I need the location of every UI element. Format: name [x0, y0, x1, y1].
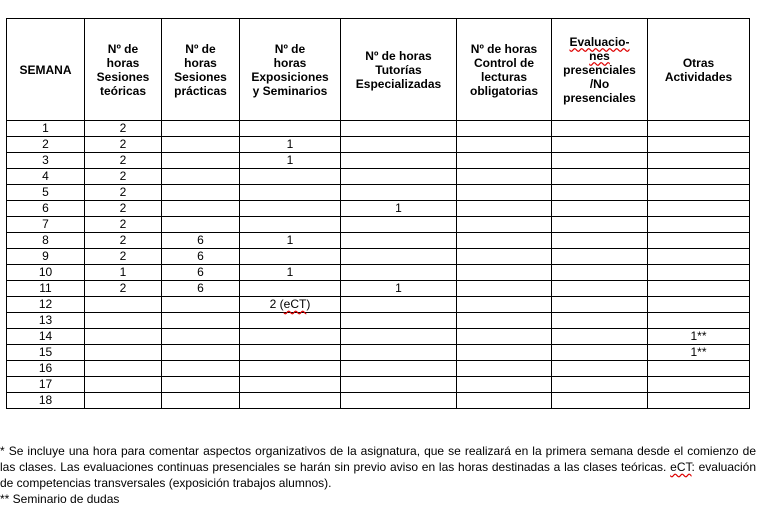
table-cell	[552, 393, 648, 409]
table-cell	[341, 137, 457, 153]
table-cell: 2	[85, 281, 162, 297]
table-cell	[552, 297, 648, 313]
table-row	[7, 121, 750, 137]
table-row	[7, 169, 750, 185]
week-cell: 11	[7, 281, 85, 297]
week-cell: 17	[7, 377, 85, 393]
table-cell	[341, 313, 457, 329]
table-cell: 6	[162, 233, 240, 249]
week-cell: 4	[7, 169, 85, 185]
table-cell: 1	[85, 265, 162, 281]
table-cell: 1	[240, 233, 341, 249]
table-cell	[552, 249, 648, 265]
table-cell	[240, 217, 341, 233]
table-row	[7, 249, 750, 265]
table-cell	[85, 329, 162, 345]
column-header: Nº de horas Exposiciones y Seminarios	[240, 19, 341, 121]
week-cell: 15	[7, 345, 85, 361]
week-cell: 1	[7, 121, 85, 137]
table-cell	[162, 329, 240, 345]
week-cell: 16	[7, 361, 85, 377]
table-cell	[648, 377, 750, 393]
week-cell: 2	[7, 137, 85, 153]
table-cell	[457, 201, 552, 217]
table-cell	[457, 153, 552, 169]
table-row	[7, 345, 750, 361]
week-cell: 6	[7, 201, 85, 217]
table-cell	[552, 345, 648, 361]
header-row	[7, 19, 750, 121]
table-row	[7, 297, 750, 313]
table-cell	[240, 313, 341, 329]
table-cell	[457, 169, 552, 185]
table-cell	[552, 169, 648, 185]
table-cell	[457, 393, 552, 409]
table-cell: 2	[85, 201, 162, 217]
table-cell: 1	[341, 201, 457, 217]
table-cell	[162, 377, 240, 393]
table-cell	[457, 137, 552, 153]
table-cell	[648, 249, 750, 265]
table-cell: 2 (eCT)	[240, 297, 341, 313]
table-cell: 2	[85, 121, 162, 137]
week-cell: 12	[7, 297, 85, 313]
table-cell: 1	[240, 153, 341, 169]
table-cell	[648, 297, 750, 313]
table-cell	[552, 137, 648, 153]
table-cell	[240, 121, 341, 137]
week-cell: 3	[7, 153, 85, 169]
table-cell	[341, 217, 457, 233]
table-body	[7, 121, 750, 409]
table-cell	[457, 329, 552, 345]
table-cell	[341, 377, 457, 393]
table-cell	[240, 185, 341, 201]
column-header: Evaluacio- nes presenciales /No presenciales	[552, 19, 648, 121]
table-cell	[648, 265, 750, 281]
table-cell	[552, 281, 648, 297]
table-cell	[240, 281, 341, 297]
table-cell: 1**	[648, 345, 750, 361]
table-row	[7, 185, 750, 201]
table-cell	[552, 265, 648, 281]
table-cell: 1	[240, 137, 341, 153]
table-cell	[552, 233, 648, 249]
table-cell	[648, 121, 750, 137]
table-row	[7, 265, 750, 281]
table-cell	[240, 169, 341, 185]
column-header: Nº de horas Sesiones teóricas	[85, 19, 162, 121]
table-cell	[85, 361, 162, 377]
table-cell: 6	[162, 249, 240, 265]
table-cell	[457, 233, 552, 249]
table-cell	[341, 393, 457, 409]
table-cell	[648, 217, 750, 233]
table-cell	[341, 249, 457, 265]
table-cell	[341, 185, 457, 201]
table-row	[7, 361, 750, 377]
table-cell	[457, 121, 552, 137]
table-cell	[648, 153, 750, 169]
table-cell	[341, 329, 457, 345]
table-cell	[162, 313, 240, 329]
table-cell	[457, 249, 552, 265]
table-cell	[240, 345, 341, 361]
table-cell	[457, 281, 552, 297]
week-cell: 9	[7, 249, 85, 265]
table-cell	[648, 185, 750, 201]
footnote-doubts-seminar: ** Seminario de dudas	[0, 492, 120, 506]
table-cell	[85, 313, 162, 329]
table-cell	[552, 201, 648, 217]
table-cell	[648, 281, 750, 297]
table-cell	[457, 361, 552, 377]
week-cell: 5	[7, 185, 85, 201]
table-cell	[648, 201, 750, 217]
column-header: Otras Actividades	[648, 19, 750, 121]
table-row	[7, 217, 750, 233]
table-cell	[552, 361, 648, 377]
table-cell	[162, 393, 240, 409]
table-cell	[240, 377, 341, 393]
table-cell	[240, 329, 341, 345]
table-row	[7, 281, 750, 297]
table-cell	[341, 169, 457, 185]
table-cell	[341, 121, 457, 137]
table-cell	[162, 297, 240, 313]
table-cell	[240, 393, 341, 409]
table-cell	[457, 313, 552, 329]
table-row	[7, 329, 750, 345]
week-cell: 8	[7, 233, 85, 249]
table-cell	[552, 329, 648, 345]
table-cell	[648, 313, 750, 329]
table-cell	[85, 393, 162, 409]
spellcheck-token: Evaluacio- nes	[569, 34, 630, 63]
column-header: SEMANA	[7, 19, 85, 121]
table-cell	[648, 137, 750, 153]
table-cell	[240, 249, 341, 265]
table-cell	[85, 377, 162, 393]
table-cell	[162, 185, 240, 201]
table-cell	[457, 345, 552, 361]
table-cell	[552, 121, 648, 137]
table-cell: 2	[85, 153, 162, 169]
week-cell: 10	[7, 265, 85, 281]
table-cell	[85, 345, 162, 361]
table-cell	[341, 345, 457, 361]
table-cell	[552, 153, 648, 169]
table-cell: 2	[85, 185, 162, 201]
table-cell	[162, 153, 240, 169]
table-cell	[240, 201, 341, 217]
table-cell	[341, 297, 457, 313]
table-row	[7, 153, 750, 169]
table-cell	[240, 361, 341, 377]
table-cell	[341, 361, 457, 377]
table-row	[7, 137, 750, 153]
column-header: Nº de horas Sesiones prácticas	[162, 19, 240, 121]
table-cell	[552, 185, 648, 201]
footnote-organizational: * Se incluye una hora para comentar aspectos organizativos de la asignatura, que se realizará en la primera semana desde el comienzo de las clases. Las evaluaciones continuas presenciales se harán sin previo aviso en las horas destinadas a las clases teóricas. eCT: evaluación de competencias transversales (exposición trabajos alumnos).	[0, 444, 757, 490]
table-cell	[162, 345, 240, 361]
column-header: Nº de horas Tutorías Especializadas	[341, 19, 457, 121]
spellcheck-token: eCT	[283, 297, 307, 311]
table-cell	[85, 297, 162, 313]
table-cell	[457, 217, 552, 233]
table-cell	[162, 201, 240, 217]
table-cell	[162, 121, 240, 137]
table-cell	[457, 265, 552, 281]
table-cell: 2	[85, 249, 162, 265]
table-cell	[648, 361, 750, 377]
table-row	[7, 377, 750, 393]
table-cell	[552, 217, 648, 233]
table-cell	[552, 313, 648, 329]
table-row	[7, 201, 750, 217]
table-cell	[341, 153, 457, 169]
week-cell: 7	[7, 217, 85, 233]
table-cell: 1**	[648, 329, 750, 345]
spellcheck-token: eCT	[670, 460, 692, 474]
table-cell	[457, 377, 552, 393]
table-cell	[648, 169, 750, 185]
table-row	[7, 233, 750, 249]
table-cell: 2	[85, 169, 162, 185]
table-cell: 1	[240, 265, 341, 281]
table-header	[7, 19, 750, 121]
table-cell	[552, 377, 648, 393]
table-cell	[648, 393, 750, 409]
table-cell	[162, 217, 240, 233]
table-cell	[457, 297, 552, 313]
table-row	[7, 393, 750, 409]
table-cell: 2	[85, 217, 162, 233]
table-cell	[457, 185, 552, 201]
footnotes	[0, 443, 756, 507]
table-cell	[341, 265, 457, 281]
table-cell: 6	[162, 281, 240, 297]
table-cell	[162, 169, 240, 185]
table-cell: 2	[85, 137, 162, 153]
weekly-schedule-table	[6, 18, 750, 409]
table-cell: 1	[341, 281, 457, 297]
table-cell	[648, 233, 750, 249]
week-cell: 13	[7, 313, 85, 329]
column-header: Nº de horas Control de lecturas obligatorias	[457, 19, 552, 121]
week-cell: 14	[7, 329, 85, 345]
table-cell: 2	[85, 233, 162, 249]
table-cell	[162, 361, 240, 377]
table-cell: 6	[162, 265, 240, 281]
table-row	[7, 313, 750, 329]
week-cell: 18	[7, 393, 85, 409]
table-cell	[341, 233, 457, 249]
table-cell	[162, 137, 240, 153]
